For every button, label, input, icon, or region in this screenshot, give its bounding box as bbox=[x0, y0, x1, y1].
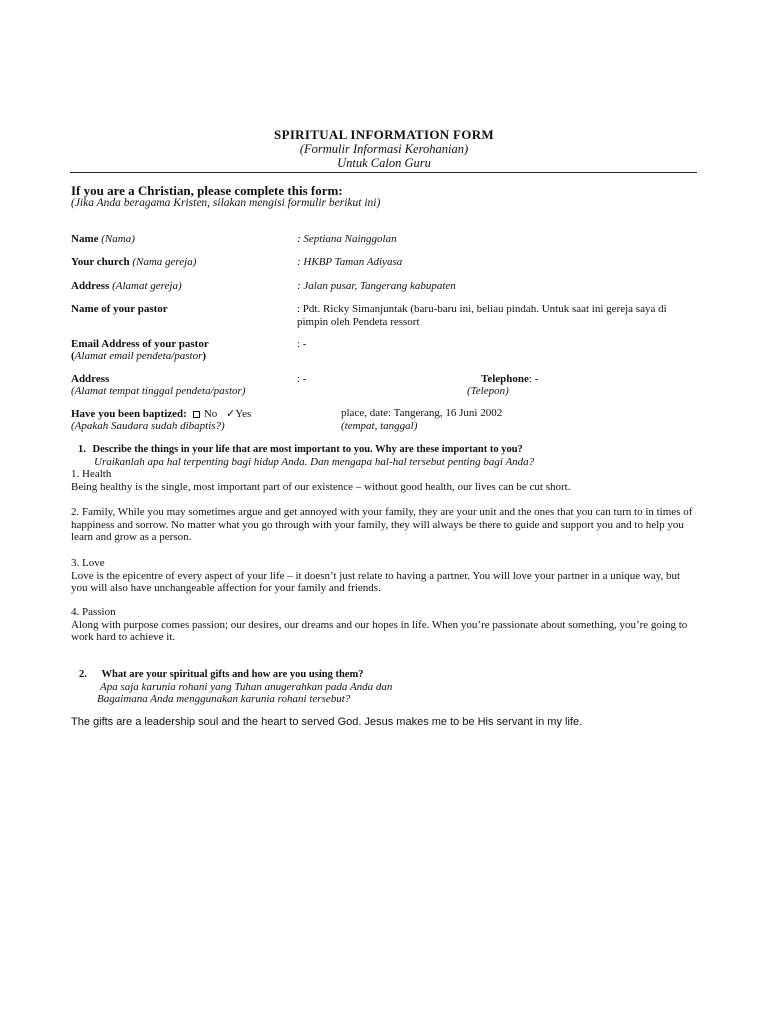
check-icon[interactable]: ✓ bbox=[226, 408, 236, 420]
baptized-label: Have you been baptized: bbox=[71, 408, 187, 420]
church-address-label-translation: (Alamat gereja) bbox=[112, 280, 182, 292]
pastor-email-translation-text: Alamat email pendeta/pastor bbox=[74, 350, 203, 362]
yes-label: Yes bbox=[235, 408, 252, 420]
answer-body: Being healthy is the single, most important part of our existence – without good health, our lives can be cut short. bbox=[71, 480, 571, 493]
answer-body: 2. Family, While you may sometimes argue and get annoyed with your family, they are your unit and the ones that you can turn to in times of happiness and sorrow. No matter what you go through with your family, they will always be there to guide and support you and to help you learn and grow as a person. bbox=[71, 506, 693, 543]
question-2-translation-2: Bagaimana Anda menggunakan karunia rohani tersebut? bbox=[97, 693, 351, 705]
pastor-address-value: : - bbox=[297, 373, 307, 385]
question-2-answer: The gifts are a leadership soul and the heart to served God. Jesus makes me to be His servant in my life. bbox=[71, 716, 583, 728]
question-1-text: Describe the things in your life that are most important to you. Why are these important to you? bbox=[92, 444, 523, 455]
church-label bbox=[71, 256, 196, 268]
question-2-translation: Apa saja karunia rohani yang Tuhan anugerahkan pada Anda dan bbox=[100, 681, 393, 693]
question-2-number: 2. bbox=[79, 669, 87, 680]
baptized-translation: (Apakah Saudara sudah dibaptis?) bbox=[71, 420, 225, 432]
question-1-number: 1. bbox=[78, 444, 86, 455]
telephone-label: Telephone bbox=[481, 373, 529, 385]
church-label-translation: (Nama gereja) bbox=[132, 256, 197, 268]
intro-translation: (Jika Anda beragama Kristen, silakan mengisi formulir berikut ini) bbox=[71, 197, 381, 209]
answer-body: Love is the epicentre of every aspect of your life – it doesn’t just relate to having a partner. You will love your partner in a unique way, but you will also have unchangeable affection for your family and friends. bbox=[71, 569, 681, 594]
answer-body: Along with purpose comes passion; our desires, our dreams and our hopes in life. When you’re passionate about something, you’re going to work hard to achieve it. bbox=[71, 618, 688, 643]
form-subtitle: (Formulir Informasi Kerohanian) bbox=[299, 142, 469, 156]
pastor-address-translation: (Alamat tempat tinggal pendeta/pastor) bbox=[71, 385, 246, 397]
intro-text: If you are a Christian, please complete this form: bbox=[71, 183, 343, 198]
pastor-label: Name of your pastor bbox=[71, 303, 168, 315]
church-label-text: Your church bbox=[71, 256, 130, 268]
answer-heading: 1. Health bbox=[71, 468, 112, 480]
place-date: place, date: Tangerang, 16 Juni 2002 bbox=[341, 407, 503, 419]
telephone-translation: (Telepon) bbox=[467, 385, 509, 397]
no-label: No bbox=[203, 408, 218, 420]
question-1 bbox=[78, 444, 523, 455]
answer-item bbox=[71, 557, 696, 595]
answer-heading: 3. Love bbox=[71, 557, 105, 569]
name-label bbox=[71, 233, 135, 245]
answer-heading: 4. Passion bbox=[71, 606, 116, 618]
question-2 bbox=[79, 669, 363, 680]
answer-item bbox=[71, 506, 696, 544]
pastor-address-label: Address bbox=[71, 373, 110, 385]
pastor-email-label: Email Address of your pastor bbox=[71, 338, 209, 350]
church-address-label-text: Address bbox=[71, 280, 110, 292]
church-value: : HKBP Taman Adiyasa bbox=[297, 256, 403, 268]
question-1-translation: Uraikanlah apa hal terpenting bagi hidup Anda. Dan mengapa hal-hal tersebut penting bagi Anda? bbox=[94, 456, 535, 468]
pastor-value: : Pdt. Ricky Simanjuntak (baru-baru ini, beliau pindah. Untuk saat ini gereja saya di pimpin oleh Pendeta ressort bbox=[297, 303, 667, 328]
form-title: SPIRITUAL INFORMATION FORM bbox=[274, 127, 494, 142]
paren-close: ) bbox=[202, 350, 207, 362]
question-2-text: What are your spiritual gifts and how are you using them? bbox=[101, 669, 364, 680]
pastor-email-value: : - bbox=[297, 338, 307, 350]
form-subtitle-2: Untuk Calon Guru bbox=[337, 156, 431, 170]
name-label-translation: (Nama) bbox=[101, 233, 135, 245]
place-date-translation: (tempat, tanggal) bbox=[341, 420, 418, 432]
answer-item bbox=[71, 606, 696, 644]
pastor-email-translation bbox=[71, 350, 206, 362]
paren-open: ( bbox=[71, 350, 75, 362]
name-value: : Septiana Nainggolan bbox=[297, 233, 397, 245]
church-address-label bbox=[71, 280, 182, 292]
church-address-value: : Jalan pusar, Tangerang kabupaten bbox=[297, 280, 456, 292]
no-checkbox[interactable] bbox=[193, 411, 200, 418]
telephone-value: : - bbox=[528, 373, 539, 385]
header-divider bbox=[70, 172, 697, 173]
answer-item bbox=[71, 468, 696, 493]
name-label-text: Name bbox=[71, 233, 99, 245]
baptized-row bbox=[71, 407, 251, 420]
telephone-field bbox=[481, 373, 538, 385]
